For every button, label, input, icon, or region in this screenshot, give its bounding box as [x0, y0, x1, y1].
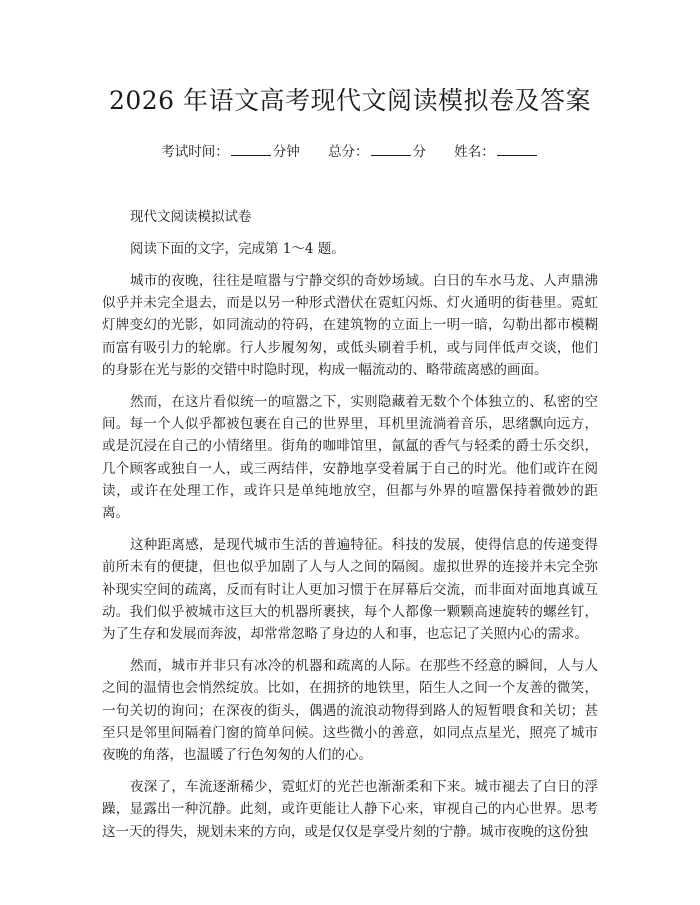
exam-info-line [102, 142, 598, 162]
passage-paragraph: 城市的夜晚，往往是喧嚣与宁静交织的奇妙场域。白日的车水马龙、人声鼎沸似乎并未完全退去，而是以另一种形式潜伏在霓虹闪烁、灯火通明的街巷里。霓虹灯牌变幻的光影，如同流动的符码，在建筑物的立面上一明一暗，勾勒出都市模糊而富有吸引力的轮廓。行人步履匆匆，或低头刷着手机，或与同伴低声交谈，他们的身影在光与影的交错中时隐时现，构成一幅流动的、略带疏离感的画面。 [102, 273, 598, 378]
exam-score-unit: 分 [412, 144, 426, 160]
exam-name [454, 144, 539, 160]
exam-time [161, 144, 300, 160]
reading-instruction: 阅读下面的文字，完成第 1～4 题。 [130, 241, 345, 257]
exam-time-unit: 分钟 [272, 144, 300, 160]
document-title: 2026 年语文高考现代文阅读模拟卷及答案 [108, 86, 592, 115]
exam-score-label: 总分： [328, 144, 369, 160]
exam-time-blank[interactable] [231, 143, 271, 156]
exam-score [328, 144, 426, 160]
exam-score-blank[interactable] [371, 143, 411, 156]
section-title: 现代文阅读模拟试卷 [130, 209, 252, 225]
exam-name-label: 姓名： [454, 144, 495, 160]
passage-paragraph: 这种距离感，是现代城市生活的普遍特征。科技的发展，使得信息的传递变得前所未有的便捷，但也似乎加剧了人与人之间的隔阂。虚拟世界的连接并未完全弥补现实空间的疏离，反而有时让人更加习惯于在屏幕后交流，而非面对面地真诚互动。我们似乎被城市这巨大的机器所裹挟，每个人都像一颗颗高速旋转的螺丝钉，为了生存和发展而奔波，却常常忽略了身边的人和事，也忘记了关照内心的需求。 [102, 537, 598, 643]
passage-paragraph: 夜深了，车流逐渐稀少，霓虹灯的光芒也渐渐柔和下来。城市褪去了白日的浮躁，显露出一种沉静。此刻，或许更能让人静下心来，审视自己的内心世界。思考这一天的得失，规划未来的方向，或是仅仅是享受片刻的宁静。城市夜晚的这份独 [102, 779, 598, 840]
passage-paragraph: 然而，在这片看似统一的喧嚣之下，实则隐藏着无数个个体独立的、私密的空间。每一个人似乎都被包裹在自己的世界里，耳机里流淌着音乐，思绪飘向远方，或是沉浸在自己的小情绪里。街角的咖啡馆里，氤氲的香气与轻柔的爵士乐交织，几个顾客或独自一人，或三两结伴，安静地享受着属于自己的时光。他们或许在阅读，或许在处理工作，或许只是单纯地放空，但都与外界的喧嚣保持着微妙的距离。 [102, 394, 598, 522]
exam-name-blank[interactable] [497, 143, 537, 156]
passage-paragraph: 然而，城市并非只有冰冷的机器和疏离的人际。在那些不经意的瞬间，人与人之间的温情也会悄然绽放。比如，在拥挤的地铁里，陌生人之间一个友善的微笑，一句关切的询问；在深夜的街头，偶遇的流浪动物得到路人的短暂喂食和关切；甚至只是邻里间隔着门窗的简单问候。这些微小的善意，如同点点星光，照亮了城市夜晚的角落，也温暖了行色匆匆的人们的心。 [102, 658, 598, 764]
exam-time-label: 考试时间： [161, 144, 229, 160]
